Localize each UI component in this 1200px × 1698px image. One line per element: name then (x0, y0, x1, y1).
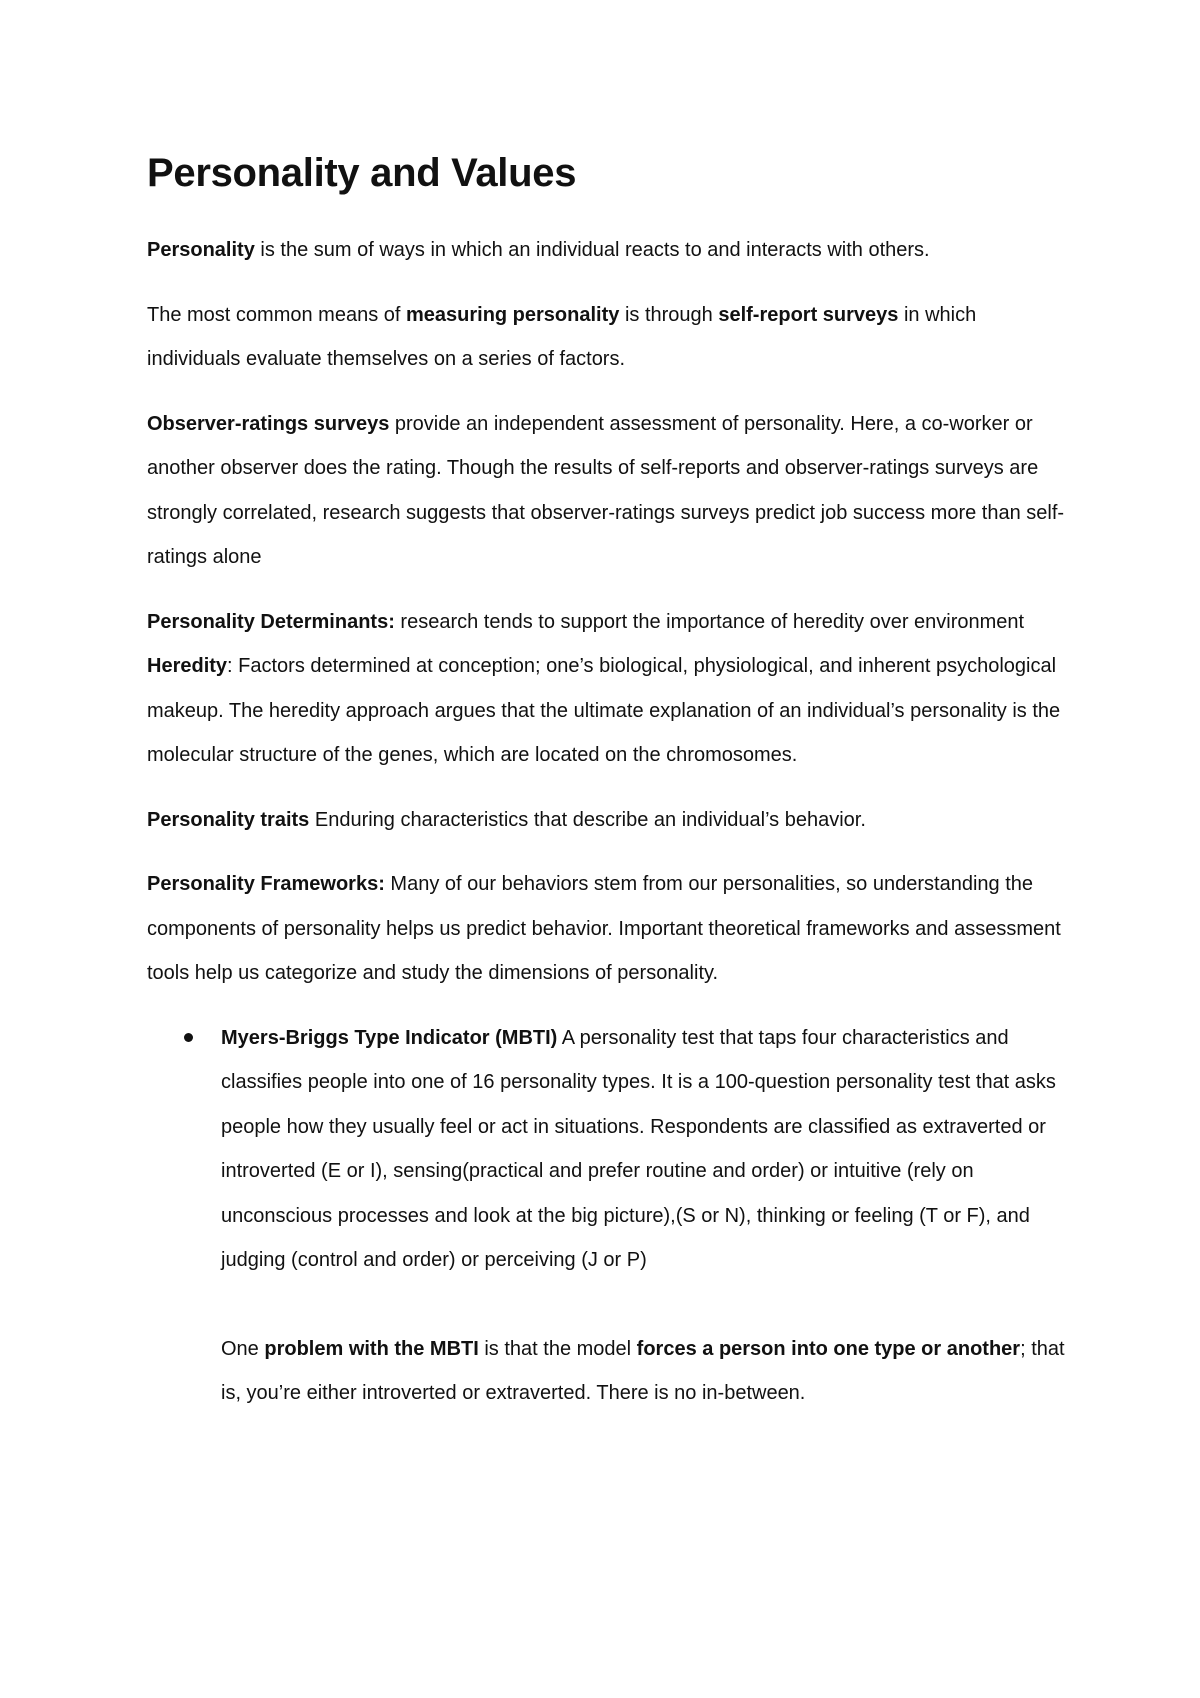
paragraph-personality-determinants (147, 600, 1067, 778)
page-title: Personality and Values (147, 151, 577, 195)
paragraph-text: ; that is, you’re either introverted or extraverted. There is no in-between. (221, 1337, 1065, 1404)
paragraph-personality-traits (147, 798, 1067, 843)
paragraph-text: : Factors determined at conception; one’s biological, physiological, and inherent psychological makeup. The heredity approach argues that the ultimate explanation of an individual’s personality is the molecular structure of the genes, which are located on the chromosomes. (147, 655, 1061, 766)
term-observer-ratings-surveys: Observer-ratings surveys (147, 412, 390, 435)
term-personality: Personality (147, 239, 255, 261)
document-body (147, 148, 1067, 1416)
term-problem-with-mbti: problem with the MBTI (264, 1337, 479, 1360)
paragraph-text: in which individuals evaluate themselves on a series of factors. (147, 303, 977, 370)
term-forces-a-person: forces a person into one type or another (636, 1337, 1021, 1360)
paragraph-text: Many of our behaviors stem from our personalities, so understanding the components of personality helps us predict behavior. Important theoretical frameworks and assessment tools help us categorize and study the dimensions of personality. (147, 873, 1061, 984)
paragraph-observer-ratings (147, 402, 1067, 580)
term-mbti: Myers-Briggs Type Indicator (MBTI) (221, 1026, 558, 1049)
paragraph-personality-definition (147, 228, 1067, 273)
paragraph-text: is the sum of ways in which an individual reacts to and interacts with others. (254, 239, 930, 261)
term-personality-frameworks: Personality Frameworks: (147, 873, 385, 895)
paragraph-text: research tends to support the importance of heredity over environment (394, 610, 1025, 633)
term-self-report-surveys: self-report surveys (718, 303, 899, 326)
term-measuring-personality: measuring personality (405, 303, 620, 326)
bullet-icon (184, 1033, 193, 1042)
term-personality-determinants: Personality Determinants: (147, 610, 395, 633)
paragraph-mbti (221, 1016, 1067, 1283)
paragraph-mbti-problem (221, 1327, 1067, 1416)
paragraph-text: is through (619, 303, 719, 326)
list-item (147, 1016, 1067, 1416)
paragraph-measuring-personality (147, 293, 1067, 382)
paragraph-text: Enduring characteristics that describe an individual’s behavior. (309, 808, 866, 831)
paragraph-text: provide an independent assessment of personality. Here, a co-worker or another observer does the rating. Though the results of self-reports and observer-ratings surveys are strongly correlated, research suggests that observer-ratings surveys predict job success more than self-ratings alone (147, 412, 1065, 568)
paragraph-text: A personality test that taps four characteristics and classifies people into one of 16 personality types. It is a 100-question personality test that asks people how they usually feel or act in situations. Respondents are classified as extraverted or introverted (E or I), sensing(practical and prefer routine and order) or intuitive (rely on unconscious processes and look at the big picture),(S or N), thinking or feeling (T or F), and judging (control and order) or perceiving (J or P) (221, 1026, 1056, 1271)
term-personality-traits: Personality traits (147, 808, 310, 831)
paragraph-personality-frameworks (147, 862, 1067, 996)
paragraph-text: The most common means of (147, 303, 406, 326)
paragraph-text: One (221, 1337, 265, 1360)
term-heredity: Heredity (147, 655, 228, 677)
paragraph-text: is that the model (478, 1337, 637, 1360)
